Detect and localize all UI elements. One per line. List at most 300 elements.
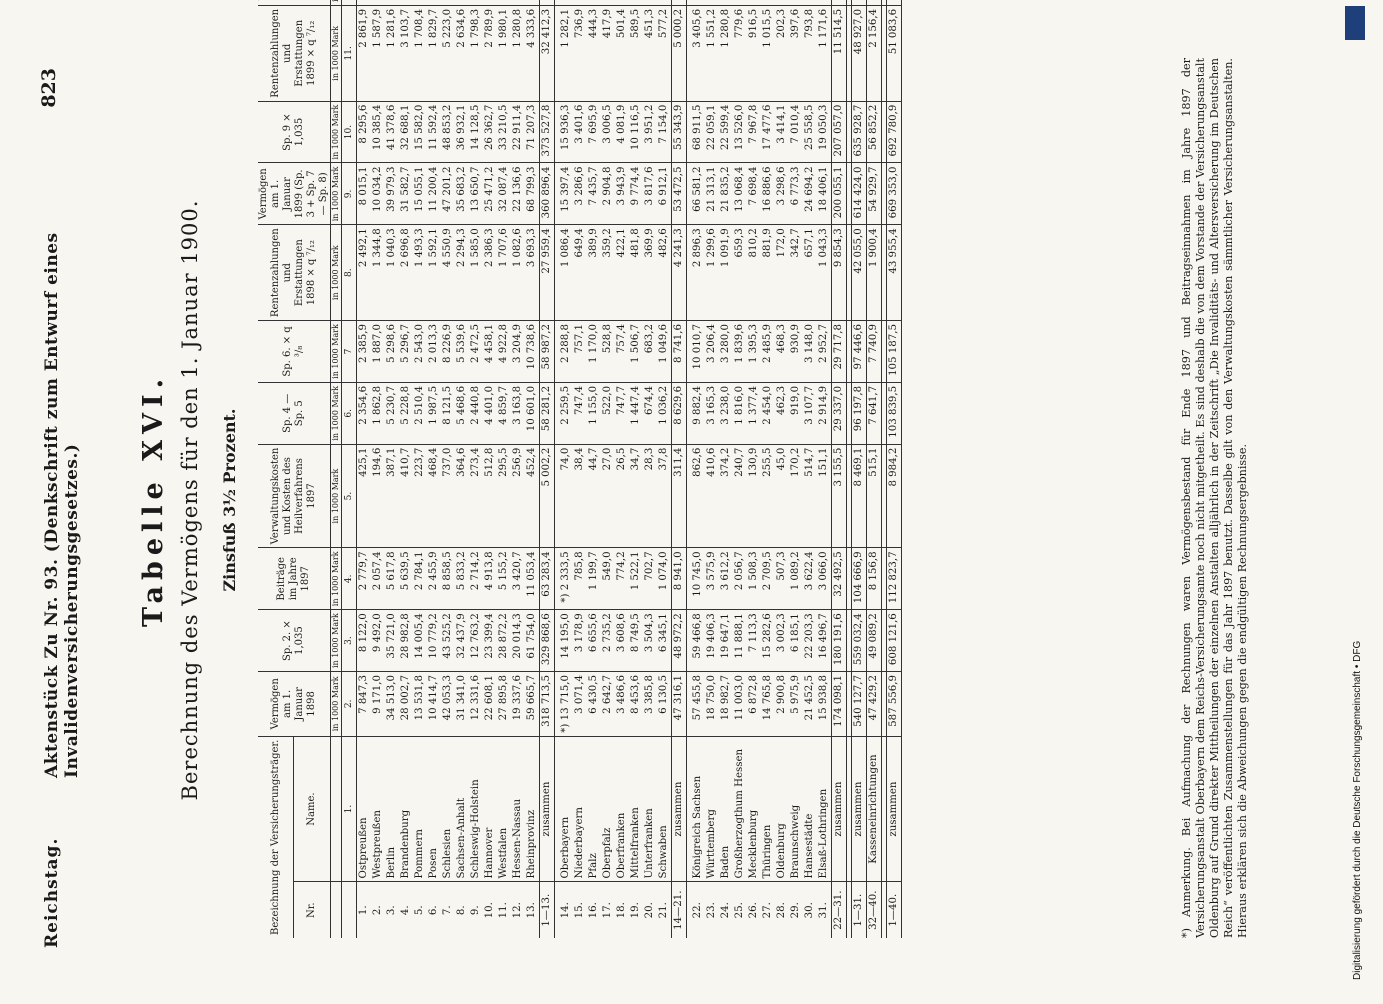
table-row (413, 0, 427, 938)
row-name: zusammen (672, 736, 687, 882)
value-cell: 6 655,6 (587, 610, 601, 672)
value-cell (705, 0, 719, 5)
value-cell: 1 377,4 (747, 382, 761, 444)
value-cell: 5 155,2 (497, 548, 511, 610)
sum-row (672, 0, 687, 938)
value-cell: 194,6 (371, 444, 385, 548)
value-cell: 2 914,9 (817, 382, 832, 444)
value-cell: 881,9 (761, 225, 775, 321)
value-cell: 649,4 (573, 225, 587, 321)
value-cell: 5 639,5 (399, 548, 413, 610)
value-cell: 4 401,0 (483, 382, 497, 444)
value-cell: 1 987,5 (427, 382, 441, 444)
running-header (34, 68, 82, 948)
value-cell: 35 721,0 (385, 610, 399, 672)
value-cell: 6 130,5 (657, 672, 672, 737)
unit-cell: in 1000 Mark (331, 225, 342, 321)
value-cell: 1 040,3 (385, 225, 399, 321)
value-cell: 10 779,2 (427, 610, 441, 672)
value-cell: 42 053,3 (441, 672, 455, 737)
value-cell: 2 709,5 (761, 548, 775, 610)
value-cell: 452,4 (525, 444, 540, 548)
value-cell: 22 599,4 (719, 101, 733, 163)
value-cell: 38,4 (573, 444, 587, 548)
value-cell: 8 941,0 (672, 548, 687, 610)
row-name: Brandenburg (399, 736, 413, 882)
col-number: 4. (342, 548, 357, 610)
value-cell: 15 938,8 (817, 672, 832, 737)
value-cell: 7 154,0 (657, 101, 672, 163)
value-cell: 3 622,4 (803, 548, 817, 610)
value-cell: 2 440,8 (469, 382, 483, 444)
value-cell: 7 641,7 (867, 382, 882, 444)
column-number-row (342, 0, 357, 938)
value-cell: 10 738,6 (525, 321, 540, 383)
value-cell: 360 896,4 (540, 163, 555, 225)
value-cell (887, 0, 902, 5)
row-number: 5. (414, 905, 425, 916)
value-cell: 1 091,9 (719, 225, 733, 321)
value-cell: 28 982,8 (399, 610, 413, 672)
value-cell: 2 385,9 (357, 321, 372, 383)
value-cell: 1 862,8 (371, 382, 385, 444)
table-row (371, 0, 385, 938)
row-number: 18. (616, 902, 627, 919)
value-cell (413, 0, 427, 5)
value-cell: 43 955,4 (887, 225, 902, 321)
value-cell: 58 987,2 (540, 321, 555, 383)
value-cell: 468,3 (775, 321, 789, 383)
sum-row (852, 0, 867, 938)
value-cell: 5 833,2 (455, 548, 469, 610)
col-header-9: Vermögen am 1. Januar 1899 (Sp. 3 + Sp. 7 — Sp. 8) (258, 163, 331, 225)
value-cell: 22 136,6 (511, 163, 525, 225)
row-name: Oberfranken (615, 736, 629, 882)
value-cell: 785,8 (573, 548, 587, 610)
value-cell: 657,1 (803, 225, 817, 321)
row-number: 9. (470, 905, 481, 916)
value-cell: 48 853,2 (441, 101, 455, 163)
value-cell: 422,1 (615, 225, 629, 321)
value-cell: 1 506,7 (629, 321, 643, 383)
table-row (789, 0, 803, 938)
value-cell: 683,2 (643, 321, 657, 383)
value-cell: 364,6 (455, 444, 469, 548)
row-name: Westpreußen (371, 736, 385, 882)
value-cell (832, 0, 847, 5)
value-cell: 1 155,0 (587, 382, 601, 444)
value-cell: 373 527,8 (540, 101, 555, 163)
value-cell: 174 098,1 (832, 672, 847, 737)
value-cell: 27 959,4 (540, 225, 555, 321)
value-cell: 63 283,4 (540, 548, 555, 610)
row-number: 4. (400, 905, 411, 916)
value-cell: 16 886,6 (761, 163, 775, 225)
value-cell: 21 452,5 (803, 672, 817, 737)
table-row (497, 0, 511, 938)
value-cell: 19 337,6 (511, 672, 525, 737)
col-header-3: Sp. 2. × 1,035 (258, 610, 331, 672)
row-name: Hansestädte (803, 736, 817, 882)
value-cell: 1 281,6 (385, 5, 399, 101)
value-cell: 24 694,2 (803, 163, 817, 225)
value-cell: 2 492,1 (357, 225, 372, 321)
value-cell: 659,3 (733, 225, 747, 321)
row-name: Niederbayern (573, 736, 587, 882)
value-cell: 25 558,5 (803, 101, 817, 163)
value-cell: 862,6 (691, 444, 705, 548)
value-cell: 587 556,9 (887, 672, 902, 737)
row-number: 1—31. (852, 882, 867, 938)
col-number: 8. (342, 225, 357, 321)
value-cell: 559 032,4 (852, 610, 867, 672)
value-cell: 53 472,5 (672, 163, 687, 225)
row-number: 21. (658, 902, 669, 919)
value-cell: 2 454,0 (761, 382, 775, 444)
value-cell: 747,4 (573, 382, 587, 444)
row-number: 13. (526, 902, 537, 919)
value-cell: 1 980,1 (497, 5, 511, 101)
sum-row (832, 0, 847, 938)
col-number: 7 (342, 321, 357, 383)
value-cell: 3 401,6 (573, 101, 587, 163)
value-cell: 1 089,2 (789, 548, 803, 610)
value-cell: 1 036,2 (657, 382, 672, 444)
value-cell: 44,7 (587, 444, 601, 548)
value-cell: 3 943,9 (615, 163, 629, 225)
table-row (601, 0, 615, 938)
row-name: Posen (427, 736, 441, 882)
row-number: 17. (602, 902, 613, 919)
value-cell: 2 288,8 (559, 321, 573, 383)
value-cell: 47 429,2 (867, 672, 882, 737)
value-cell: 11 888,1 (733, 610, 747, 672)
value-cell (427, 0, 441, 5)
row-number: 16. (588, 902, 599, 919)
value-cell: 68 911,5 (691, 101, 705, 163)
value-cell: 12 763,2 (469, 610, 483, 672)
value-cell: 919,0 (789, 382, 803, 444)
value-cell (441, 0, 455, 5)
value-cell: 17 477,6 (761, 101, 775, 163)
value-cell: 28,3 (643, 444, 657, 548)
value-cell: 7 740,9 (867, 321, 882, 383)
value-cell: 549,0 (601, 548, 615, 610)
value-cell: 8 121,5 (441, 382, 455, 444)
value-cell (511, 0, 525, 5)
value-cell: 1 395,3 (747, 321, 761, 383)
value-cell: 7 967,8 (747, 101, 761, 163)
row-number: 28. (776, 902, 787, 919)
row-name: Sachsen-Anhalt (455, 736, 469, 882)
value-cell: 22 203,3 (803, 610, 817, 672)
value-cell: 22 059,1 (705, 101, 719, 163)
value-cell: 151,1 (817, 444, 832, 548)
row-name: Oldenburg (775, 736, 789, 882)
value-cell: 7 698,4 (747, 163, 761, 225)
value-cell (672, 0, 687, 5)
value-cell: 11 514,5 (832, 5, 847, 101)
value-cell: 13 068,4 (733, 163, 747, 225)
value-cell: 389,9 (587, 225, 601, 321)
value-cell: 5 975,9 (789, 672, 803, 737)
digitization-credit (1343, 0, 1367, 1000)
row-number: 31. (818, 902, 829, 919)
table-row (483, 0, 497, 938)
value-cell: 3 504,3 (643, 610, 657, 672)
value-cell: 5 223,0 (441, 5, 455, 101)
value-cell: *) 13 715,0 (559, 672, 573, 737)
row-name: Württemberg (705, 736, 719, 882)
value-cell: 11 003,0 (733, 672, 747, 737)
value-cell: 5 228,8 (399, 382, 413, 444)
value-cell: 3 066,0 (817, 548, 832, 610)
value-cell: 4 859,7 (497, 382, 511, 444)
unit-cell: in 1000 Mark (331, 163, 342, 225)
value-cell (817, 0, 832, 5)
col-number: 11. (342, 5, 357, 101)
value-cell: 3 107,7 (803, 382, 817, 444)
value-cell: 103 839,5 (887, 382, 902, 444)
value-cell (559, 0, 573, 5)
value-cell: 7 113,3 (747, 610, 761, 672)
row-name: Oberpfalz (601, 736, 615, 882)
row-number: 11. (498, 902, 509, 919)
value-cell: 501,4 (615, 5, 629, 101)
value-cell: 2 789,9 (483, 5, 497, 101)
row-name: Mecklenburg (747, 736, 761, 882)
value-cell: 8 858,5 (441, 548, 455, 610)
value-cell: 26,5 (615, 444, 629, 548)
value-cell: 57 455,8 (691, 672, 705, 737)
value-cell: 342,7 (789, 225, 803, 321)
value-cell: 3 238,0 (719, 382, 733, 444)
value-cell: 5 000,2 (672, 5, 687, 101)
value-cell: 1 508,3 (747, 548, 761, 610)
value-cell: 410,7 (399, 444, 413, 548)
value-cell: 15 582,0 (413, 101, 427, 163)
value-cell: 2 455,9 (427, 548, 441, 610)
value-cell: 916,5 (747, 5, 761, 101)
value-cell: 417,9 (601, 5, 615, 101)
value-cell: 19 406,3 (705, 610, 719, 672)
table-row (469, 0, 483, 938)
unit-cell: in 1000 Mark (331, 548, 342, 610)
row-number: 7. (442, 905, 453, 916)
value-cell: 3 163,8 (511, 382, 525, 444)
unit-row (331, 0, 342, 938)
value-cell: 359,2 (601, 225, 615, 321)
value-cell: 9 774,4 (629, 163, 643, 225)
col-number: 3. (342, 610, 357, 672)
value-cell: 462,3 (775, 382, 789, 444)
value-cell: 3 575,9 (705, 548, 719, 610)
value-cell: 43 525,2 (441, 610, 455, 672)
row-number: 1. (358, 905, 369, 916)
value-cell: 1 447,4 (629, 382, 643, 444)
value-cell: 15 282,6 (761, 610, 775, 672)
row-name: Pommern (413, 736, 427, 882)
value-cell: 2 952,7 (817, 321, 832, 383)
value-cell: 1 587,9 (371, 5, 385, 101)
value-cell: 15 055,1 (413, 163, 427, 225)
value-cell: 3 693,3 (525, 225, 540, 321)
value-cell: 1 043,3 (817, 225, 832, 321)
unit-cell (331, 0, 342, 5)
table-row (733, 0, 747, 938)
value-cell: 1 082,6 (511, 225, 525, 321)
value-cell: 6 185,1 (789, 610, 803, 672)
value-cell (761, 0, 775, 5)
value-cell: 10 034,2 (371, 163, 385, 225)
row-number: 29. (790, 902, 801, 919)
row-name: Oberbayern (559, 736, 573, 882)
col-number: 6. (342, 382, 357, 444)
value-cell: 10 116,5 (629, 101, 643, 163)
value-cell: 14 195,0 (559, 610, 573, 672)
value-cell: 410,6 (705, 444, 719, 548)
table-row (775, 0, 789, 938)
value-cell: 2 784,1 (413, 548, 427, 610)
value-cell: 514,7 (803, 444, 817, 548)
value-cell: 20 014,3 (511, 610, 525, 672)
row-name: Rheinprovinz (525, 736, 540, 882)
value-cell: 3 608,6 (615, 610, 629, 672)
table-row (615, 0, 629, 938)
value-cell: 528,8 (601, 321, 615, 383)
unit-cell: in 1000 Mark (331, 321, 342, 383)
value-cell: 3 165,3 (705, 382, 719, 444)
value-cell (789, 0, 803, 5)
value-cell (601, 0, 615, 5)
row-number: 1—13. (540, 882, 555, 938)
value-cell: 5 468,6 (455, 382, 469, 444)
value-cell: 8 453,6 (629, 672, 643, 737)
unit-cell: in 1000 Mark (331, 101, 342, 163)
value-cell: 37,8 (657, 444, 672, 548)
table-row (455, 0, 469, 938)
unit-cell: in 1000 Mark (331, 444, 342, 548)
value-cell: 8 469,1 (852, 444, 867, 548)
value-cell (629, 0, 643, 5)
value-cell: 23 399,4 (483, 610, 497, 672)
col-header-5: Verwaltungskosten und Kosten des Heilverfahrens 1897 (258, 444, 331, 548)
value-cell: 15 936,3 (559, 101, 573, 163)
table-subtitle: Berechnung des Vermögens für den 1. Januar 1900. (178, 199, 202, 801)
value-cell: 1 280,8 (719, 5, 733, 101)
value-cell: 7 010,4 (789, 101, 803, 163)
value-cell: 1 900,4 (867, 225, 882, 321)
value-cell: 1 015,5 (761, 5, 775, 101)
table-row (559, 0, 573, 938)
value-cell (573, 0, 587, 5)
value-cell: 1 074,0 (657, 548, 672, 610)
value-cell: 28 872,2 (497, 610, 511, 672)
value-cell: 256,9 (511, 444, 525, 548)
value-cell: 482,6 (657, 225, 672, 321)
value-cell: 4 081,9 (615, 101, 629, 163)
col-header-nr: Nr. (294, 882, 331, 938)
value-cell: 14 128,5 (469, 101, 483, 163)
value-cell: 21 835,2 (719, 163, 733, 225)
value-cell: 2 900,8 (775, 672, 789, 737)
value-cell: 1 049,6 (657, 321, 672, 383)
value-cell: 2 013,3 (427, 321, 441, 383)
value-cell: 3 405,6 (691, 5, 705, 101)
value-cell: 4 333,6 (525, 5, 540, 101)
value-cell: 3 071,4 (573, 672, 587, 737)
value-cell: 757,4 (615, 321, 629, 383)
value-cell: 59 665,7 (525, 672, 540, 737)
value-cell: 397,6 (789, 5, 803, 101)
value-cell: 5 296,7 (399, 321, 413, 383)
value-cell (399, 0, 413, 5)
value-cell: 1 280,8 (511, 5, 525, 101)
value-cell (775, 0, 789, 5)
value-cell: 180 191,6 (832, 610, 847, 672)
row-number: 2. (372, 905, 383, 916)
value-cell: 68 799,3 (525, 163, 540, 225)
value-cell: 669 353,0 (887, 163, 902, 225)
row-name: zusammen (887, 736, 902, 882)
value-cell: 1 522,1 (629, 548, 643, 610)
value-cell: 1 708,4 (413, 5, 427, 101)
value-cell: 3 817,6 (643, 163, 657, 225)
value-cell: 45,0 (775, 444, 789, 548)
value-cell: 41 378,6 (385, 101, 399, 163)
value-cell: 1 282,1 (559, 5, 573, 101)
row-name: zusammen (540, 736, 555, 882)
row-number: 25. (734, 902, 745, 919)
value-cell: 32 492,5 (832, 548, 847, 610)
value-cell: 737,0 (441, 444, 455, 548)
value-cell: 33 210,5 (497, 101, 511, 163)
table-row (357, 0, 372, 938)
row-number: 23. (706, 902, 717, 919)
row-number: 12. (512, 902, 523, 919)
value-cell: 318 713,5 (540, 672, 555, 737)
value-cell: 29 717,8 (832, 321, 847, 383)
header-left: Reichstag. (42, 837, 62, 948)
value-cell: 5 298,6 (385, 321, 399, 383)
value-cell: 608 121,6 (887, 610, 902, 672)
value-cell: 8 015,1 (357, 163, 372, 225)
value-cell: 3 420,7 (511, 548, 525, 610)
value-cell (719, 0, 733, 5)
value-cell: 2 642,7 (601, 672, 615, 737)
value-cell: 22 911,4 (511, 101, 525, 163)
value-cell: 6 430,5 (587, 672, 601, 737)
col-number: 5. (342, 444, 357, 548)
table-row (691, 0, 705, 938)
table-row (399, 0, 413, 938)
value-cell: 18 406,1 (817, 163, 832, 225)
table-row (747, 0, 761, 938)
value-cell: 4 913,8 (483, 548, 497, 610)
value-cell: 674,4 (643, 382, 657, 444)
value-cell: 6 773,3 (789, 163, 803, 225)
value-cell: 3 103,7 (399, 5, 413, 101)
table-row (525, 0, 540, 938)
value-cell: 3 280,0 (719, 321, 733, 383)
value-cell: 10 745,0 (691, 548, 705, 610)
value-cell: 34,7 (629, 444, 643, 548)
table-row (719, 0, 733, 938)
value-cell: 3 286,6 (573, 163, 587, 225)
value-cell: 2 294,3 (455, 225, 469, 321)
value-cell (803, 0, 817, 5)
value-cell: 8 741,6 (672, 321, 687, 383)
